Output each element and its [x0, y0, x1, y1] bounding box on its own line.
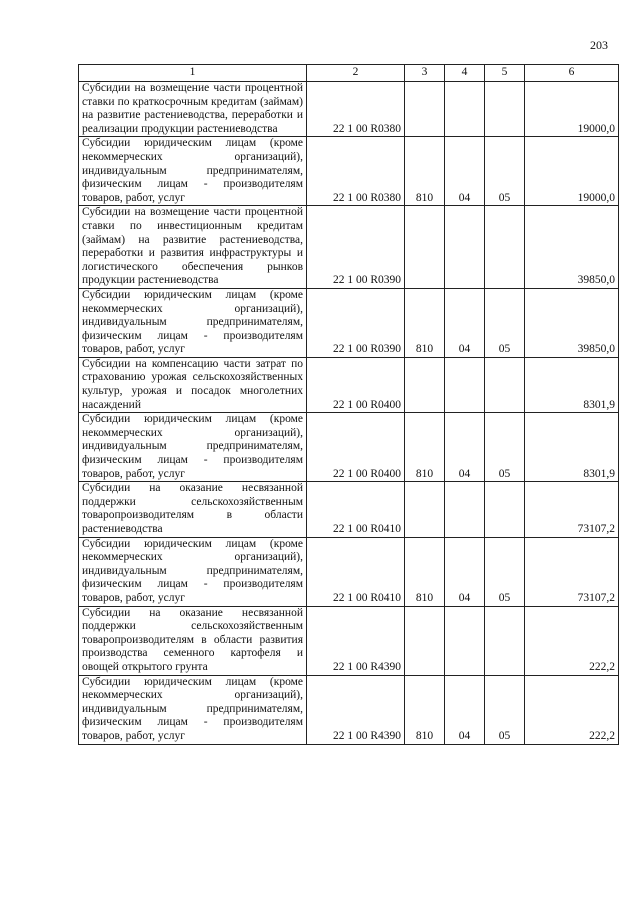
row-col-3: 810 — [405, 137, 445, 206]
row-amount: 73107,2 — [525, 537, 619, 606]
row-code: 22 1 00 R0410 — [307, 537, 405, 606]
row-code: 22 1 00 R0410 — [307, 482, 405, 537]
row-amount: 8301,9 — [525, 413, 619, 482]
row-col-3: 810 — [405, 675, 445, 744]
row-description: Субсидии на возмещение части процентной ставки по краткосрочным кредитам (займам) на развитие растениеводства, переработки и реализации продукции растениеводства — [79, 82, 307, 137]
row-col-4: 04 — [445, 537, 485, 606]
row-col-3 — [405, 482, 445, 537]
row-code: 22 1 00 R0390 — [307, 206, 405, 289]
row-col-3 — [405, 357, 445, 412]
table-row — [79, 357, 619, 412]
row-col-5 — [485, 482, 525, 537]
row-amount: 73107,2 — [525, 482, 619, 537]
table-row — [79, 82, 619, 137]
row-code: 22 1 00 R0380 — [307, 82, 405, 137]
row-col-4: 04 — [445, 675, 485, 744]
row-col-5 — [485, 606, 525, 675]
row-description: Субсидии на компенсацию части затрат по страхованию урожая сельскохозяйственных культур, урожая и посадок многолетних насаждений — [79, 357, 307, 412]
row-col-4 — [445, 606, 485, 675]
row-col-3: 810 — [405, 537, 445, 606]
row-col-5: 05 — [485, 413, 525, 482]
row-description: Субсидии на возмещение части процентной ставки по инвестиционным кредитам (займам) на развитие растениеводства, переработки и развития инфраструктуры и логистического обеспечения рынков продукции растениеводства — [79, 206, 307, 289]
row-col-4: 04 — [445, 413, 485, 482]
header-col-3: 3 — [405, 65, 445, 82]
row-amount: 222,2 — [525, 675, 619, 744]
row-col-3 — [405, 206, 445, 289]
row-col-5: 05 — [485, 675, 525, 744]
budget-table — [78, 64, 619, 745]
row-col-3: 810 — [405, 288, 445, 357]
page-number: 203 — [590, 38, 608, 52]
header-col-1: 1 — [79, 65, 307, 82]
table-row — [79, 206, 619, 289]
row-amount: 39850,0 — [525, 206, 619, 289]
table-row — [79, 675, 619, 744]
row-code: 22 1 00 R4390 — [307, 675, 405, 744]
row-description: Субсидии юридическим лицам (кроме некоммерческих организаций), индивидуальным предпринимателям, физическим лицам - производителям товаров, работ, услуг — [79, 413, 307, 482]
table-row — [79, 137, 619, 206]
row-amount: 19000,0 — [525, 82, 619, 137]
row-col-5 — [485, 206, 525, 289]
row-col-4: 04 — [445, 137, 485, 206]
row-description: Субсидии юридическим лицам (кроме некоммерческих организаций), индивидуальным предпринимателям, физическим лицам - производителям товаров, работ, услуг — [79, 137, 307, 206]
row-col-4 — [445, 206, 485, 289]
header-col-2: 2 — [307, 65, 405, 82]
row-code: 22 1 00 R0390 — [307, 288, 405, 357]
row-code: 22 1 00 R0400 — [307, 357, 405, 412]
row-col-5: 05 — [485, 537, 525, 606]
row-col-5: 05 — [485, 137, 525, 206]
table-row — [79, 413, 619, 482]
row-col-4 — [445, 482, 485, 537]
header-col-5: 5 — [485, 65, 525, 82]
header-col-4: 4 — [445, 65, 485, 82]
row-code: 22 1 00 R4390 — [307, 606, 405, 675]
row-description: Субсидии юридическим лицам (кроме некоммерческих организаций), индивидуальным предпринимателям, физическим лицам - производителям товаров, работ, услуг — [79, 537, 307, 606]
header-row — [79, 65, 619, 82]
row-amount: 8301,9 — [525, 357, 619, 412]
table-row — [79, 288, 619, 357]
row-col-5: 05 — [485, 288, 525, 357]
row-col-4: 04 — [445, 288, 485, 357]
row-description: Субсидии юридическим лицам (кроме некоммерческих организаций), индивидуальным предпринимателям, физическим лицам - производителям товаров, работ, услуг — [79, 288, 307, 357]
row-amount: 19000,0 — [525, 137, 619, 206]
row-col-3: 810 — [405, 413, 445, 482]
row-col-4 — [445, 82, 485, 137]
row-code: 22 1 00 R0380 — [307, 137, 405, 206]
table-row — [79, 537, 619, 606]
header-col-6: 6 — [525, 65, 619, 82]
table-row — [79, 606, 619, 675]
row-code: 22 1 00 R0400 — [307, 413, 405, 482]
row-description: Субсидии на оказание несвязанной поддержки сельскохозяйственным товаропроизводителям в области растениеводства — [79, 482, 307, 537]
row-description: Субсидии юридическим лицам (кроме некоммерческих организаций), индивидуальным предпринимателям, физическим лицам - производителям товаров, работ, услуг — [79, 675, 307, 744]
row-description: Субсидии на оказание несвязанной поддержки сельскохозяйственным товаропроизводителям в области развития производства семенного картофеля и овощей открытого грунта — [79, 606, 307, 675]
row-col-3 — [405, 606, 445, 675]
row-col-5 — [485, 82, 525, 137]
row-amount: 39850,0 — [525, 288, 619, 357]
row-amount: 222,2 — [525, 606, 619, 675]
table-row — [79, 482, 619, 537]
row-col-5 — [485, 357, 525, 412]
row-col-3 — [405, 82, 445, 137]
row-col-4 — [445, 357, 485, 412]
